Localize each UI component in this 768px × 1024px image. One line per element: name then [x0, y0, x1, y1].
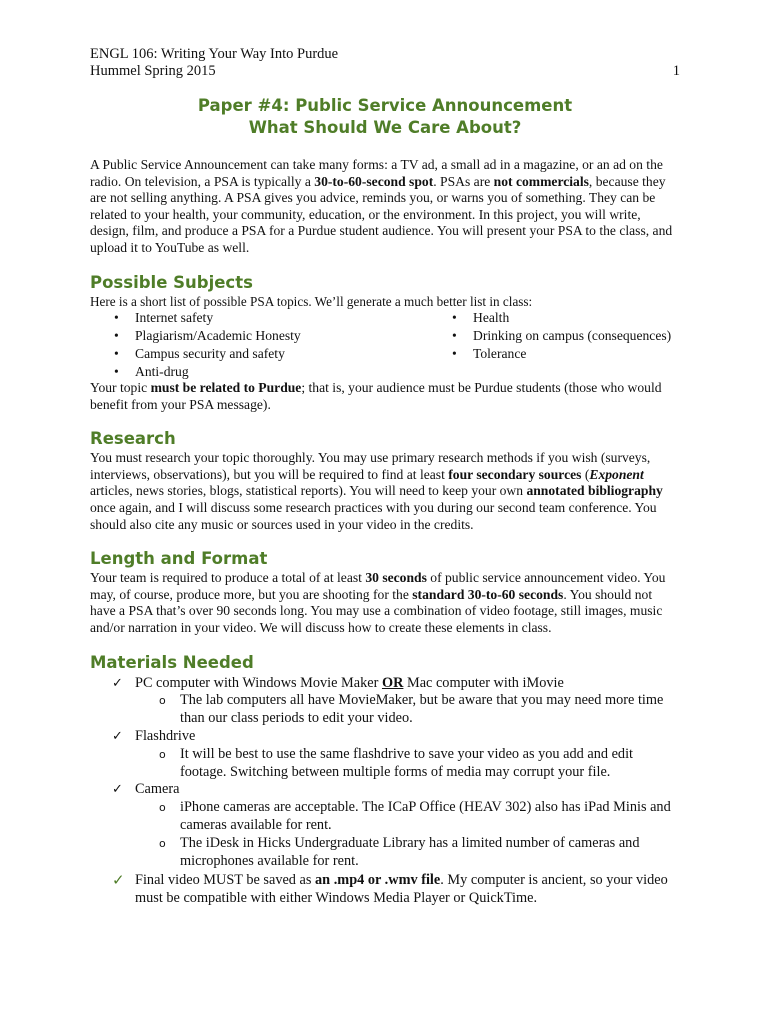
subitem-text: iPhone cameras are acceptable. The ICaP Office (HEAV 302) also has iPad Minis and cameras available for rent.: [180, 799, 671, 833]
list-item: • Plagiarism/Academic Honesty: [114, 328, 452, 345]
hollow-circle-bullet-icon: o: [159, 836, 166, 850]
item-bold-file-format: an .mp4 or .wmv file: [315, 872, 441, 889]
paper-title-line2: What Should We Care About?: [248, 118, 522, 137]
research-text: You must research your topic thoroughly. You may use primary research methods if you wish (surveys, interviews, observations), but you will be required to find at least: [90, 450, 651, 482]
list-item: • Internet safety: [114, 310, 452, 327]
materials-subitem: [90, 799, 680, 835]
materials-item-camera: [90, 781, 680, 799]
subjects-intro: Here is a short list of possible PSA topics. We’ll generate a much better list in class:: [90, 293, 533, 309]
length-text: Your team is required to produce a total of at least: [90, 570, 366, 586]
course-header: [90, 46, 680, 63]
materials-item-flashdrive: [90, 728, 680, 746]
note-text: ; that is, your audience must be Purdue students (those who would benefit from your PSA message).: [90, 380, 662, 412]
list-item: • Anti-drug: [114, 364, 452, 381]
length-bold-30-seconds: 30 seconds: [365, 570, 427, 586]
hollow-circle-bullet-icon: o: [159, 747, 166, 761]
paper-title-line1: Paper #4: Public Service Announcement: [197, 96, 573, 115]
intro-text: A Public Service Announcement can take many forms: a TV ad, a small ad in a magazine, or an ad on the radio. On television, a PSA is typically a: [90, 157, 663, 189]
list-item: • Tolerance: [452, 346, 702, 363]
hollow-circle-bullet-icon: o: [159, 694, 166, 708]
intro-text: , because they are not selling anything. A PSA gives you advice, reminds you, or warns you of something. They can be related to your health, your community, education, or the environment. In this project, you will write, design, film, and produce a PSA for a Purdue student audience. You will present your PSA to the class, and upload it to YouTube as well.: [90, 173, 673, 255]
note-text: Your topic: [90, 380, 151, 396]
page-number: 1: [672, 63, 680, 79]
section-heading-research: Research: [90, 429, 176, 449]
instructor-term: Hummel Spring 2015: [90, 63, 216, 79]
course-title: ENGL 106: Writing Your Way Into Purdue: [90, 46, 339, 62]
length-text: . You should not have a PSA that’s over 90 seconds long. You may use a combination of video footage, still images, music and/or narration in your video. We will discuss how to create these elements in class.: [90, 586, 663, 636]
instructor-header: [90, 63, 680, 80]
list-item: • Health: [452, 310, 702, 327]
length-paragraph: [90, 570, 680, 636]
item-bold-or: OR: [381, 674, 404, 691]
research-exponent: Exponent: [589, 466, 644, 482]
item-text: Camera: [135, 781, 180, 798]
item-text: PC computer with Windows Movie Maker: [135, 674, 382, 691]
check-mark-icon: ✓: [112, 782, 123, 798]
check-mark-icon: ✓: [112, 871, 125, 890]
length-bold-standard: standard 30-to-60 seconds: [412, 586, 564, 602]
check-mark-icon: ✓: [112, 729, 123, 745]
hollow-circle-bullet-icon: o: [159, 801, 166, 815]
check-mark-icon: ✓: [112, 675, 123, 691]
list-item: • Drinking on campus (consequences): [452, 328, 702, 345]
research-paragraph: [90, 450, 680, 533]
item-text: . My computer is ancient, so your video must be compatible with either Windows Media Player or QuickTime.: [135, 872, 668, 907]
materials-item-final-video: [90, 872, 680, 908]
research-bold-sources: four secondary sources: [448, 466, 582, 482]
item-text: Mac computer with iMovie: [403, 674, 564, 691]
materials-item-computer: [90, 675, 680, 693]
paper-title: [90, 95, 680, 139]
materials-subitem: [90, 746, 680, 782]
item-text: Final video MUST be saved as: [135, 872, 316, 889]
research-text: articles, news stories, blogs, statistical reports). You will need to keep your own: [90, 483, 527, 499]
subjects-list: [114, 310, 680, 380]
subjects-note: [90, 380, 680, 413]
list-item: • Campus security and safety: [114, 346, 452, 363]
materials-subitem: [90, 835, 680, 871]
item-text: Flashdrive: [135, 728, 196, 745]
section-heading-length-format: Length and Format: [90, 549, 268, 569]
intro-bold-not-commercials: not commercials: [493, 173, 589, 189]
intro-bold-spot: 30-to-60-second spot: [314, 173, 434, 189]
section-heading-possible-subjects: Possible Subjects: [90, 272, 253, 292]
materials-list: [90, 675, 680, 908]
note-bold: must be related to Purdue: [150, 380, 302, 396]
section-heading-materials: Materials Needed: [90, 652, 254, 672]
research-text: (: [581, 466, 590, 482]
document-page: [90, 46, 680, 908]
intro-paragraph: [90, 157, 680, 257]
subitem-text: The iDesk in Hicks Undergraduate Library has a limited number of cameras and microphones available for rent.: [180, 834, 640, 869]
subitem-text: The lab computers all have MovieMaker, but be aware that you may need more time than our class periods to edit your video.: [180, 692, 664, 727]
intro-text: . PSAs are: [433, 173, 494, 189]
subitem-text: It will be best to use the same flashdrive to save your video as you add and edit footage. Switching between multiple forms of media may corrupt your file.: [180, 745, 634, 780]
research-text: once again, and I will discuss some research practices with you during our second team conference. You should also cite any music or sources used in your video in the credits.: [90, 500, 657, 532]
materials-subitem: [90, 692, 680, 728]
length-text: of public service announcement video. You may, of course, produce more, but you are shooting for the: [90, 570, 666, 602]
research-bold-bibliography: annotated bibliography: [526, 483, 663, 499]
